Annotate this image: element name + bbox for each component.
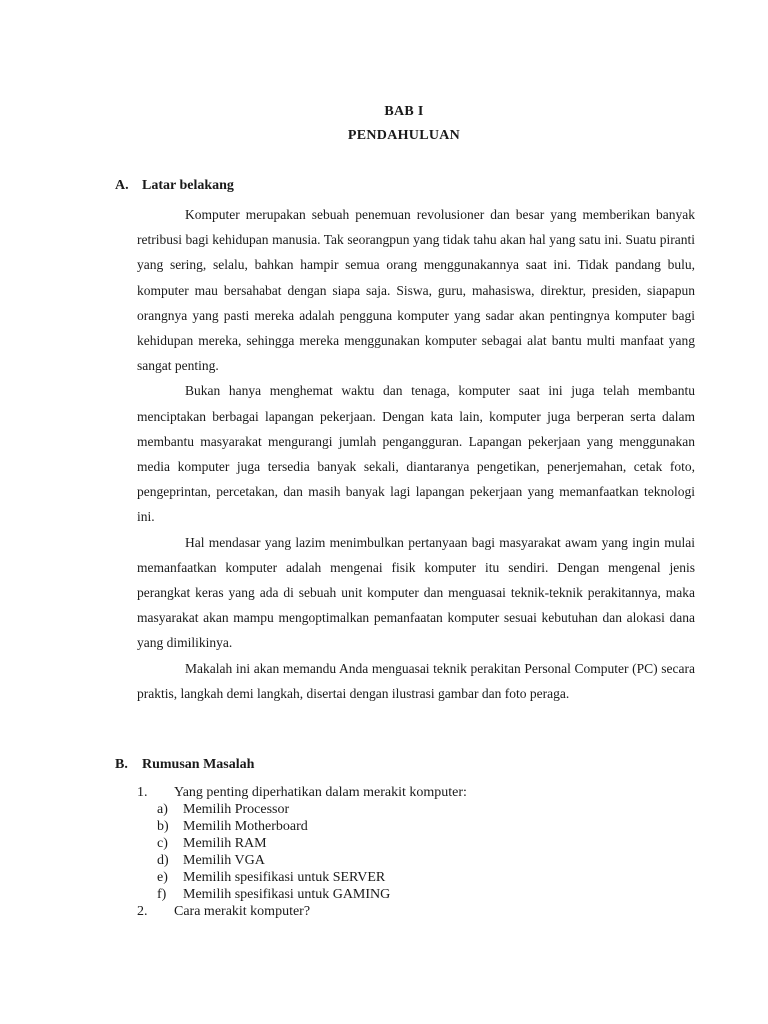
paragraph: Hal mendasar yang lazim menimbulkan pertanyaan bagi masyarakat awam yang ingin mulai memanfaatkan komputer adalah mengenai fisik komputer itu sendiri. Dengan mengenal jenis perangkat keras yang ada di sebuah unit komputer dan menguasai teknik-teknik perakitannya, maka masyarakat akan mampu mengoptimalkan pemanfaatan komputer sesuai kebutuhan dan alokasi dana yang dimilikinya. xyxy=(137,534,695,651)
sub-item-text: Memilih Motherboard xyxy=(183,819,308,834)
sub-item-letter: e) xyxy=(157,870,168,885)
section-title: Latar belakang xyxy=(142,178,234,193)
section-letter: A. xyxy=(115,178,129,193)
problem-list xyxy=(137,784,657,920)
section-heading-rumusan-masalah xyxy=(115,757,254,773)
sub-item-text: Memilih Processor xyxy=(183,802,290,817)
chapter-title: PENDAHULUAN xyxy=(347,128,461,143)
sub-list-item xyxy=(137,801,657,818)
sub-list-item xyxy=(137,852,657,869)
section-letter: B. xyxy=(115,757,128,772)
list-item xyxy=(137,903,657,920)
list-item-number: 1. xyxy=(137,785,148,800)
chapter-label: BAB I xyxy=(384,104,424,119)
paragraph: Komputer merupakan sebuah penemuan revolusioner dan besar yang memberikan banyak retribusi bagi kehidupan manusia. Tak seorangpun yang tidak tahu akan hal yang satu ini. Suatu piranti yang sering, selalu, bahkan hampir semua orang menggunakannya saat ini. Tidak pandang bulu, komputer mau bersahabat dengan siapa saja. Siswa, guru, mahasiswa, direktur, presiden, siapapun orangnya yang pasti mereka adalah pengguna komputer yang sadar akan pentingnya komputer bagi kehidupan mereka, sehingga mereka menggunakan komputer sebagai alat bantu multi manfaat yang sangat penting. xyxy=(137,207,695,374)
section-title: Rumusan Masalah xyxy=(142,757,255,772)
sub-item-text: Memilih spesifikasi untuk GAMING xyxy=(183,887,391,902)
sub-list-item xyxy=(137,835,657,852)
sub-list-item xyxy=(137,818,657,835)
list-item xyxy=(137,784,657,801)
list-item-number: 2. xyxy=(137,904,148,919)
sub-list-item xyxy=(137,869,657,886)
list-item-text: Cara merakit komputer? xyxy=(174,904,311,919)
sub-item-letter: c) xyxy=(157,836,168,851)
section-heading-latar-belakang xyxy=(115,178,234,194)
sub-item-letter: d) xyxy=(157,853,169,868)
paragraph: Bukan hanya menghemat waktu dan tenaga, komputer saat ini juga telah membantu menciptakan berbagai lapangan pekerjaan. Dengan kata lain, komputer juga berperan serta dalam membantu masyarakat mengurangi jumlah pengangguran. Lapangan pekerjaan yang menggunakan media komputer juga tersedia banyak sekali, diantaranya pengetikan, penerjemahan, cetak foto, pengeprintan, percetakan, dan masih banyak lagi lapangan pekerjaan yang memanfaatkan teknologi ini. xyxy=(137,383,695,525)
sub-item-letter: b) xyxy=(157,819,169,834)
sub-item-letter: f) xyxy=(157,887,167,902)
sub-item-text: Memilih RAM xyxy=(183,836,267,851)
sub-item-text: Memilih spesifikasi untuk SERVER xyxy=(183,870,386,885)
sub-list-item xyxy=(137,886,657,903)
list-item-text: Yang penting diperhatikan dalam merakit komputer: xyxy=(174,785,467,800)
sub-item-letter: a) xyxy=(157,802,168,817)
paragraph: Makalah ini akan memandu Anda menguasai teknik perakitan Personal Computer (PC) secara praktis, langkah demi langkah, disertai dengan ilustrasi gambar dan foto peraga. xyxy=(137,660,695,701)
sub-item-text: Memilih VGA xyxy=(183,853,265,868)
background-body xyxy=(137,202,695,706)
